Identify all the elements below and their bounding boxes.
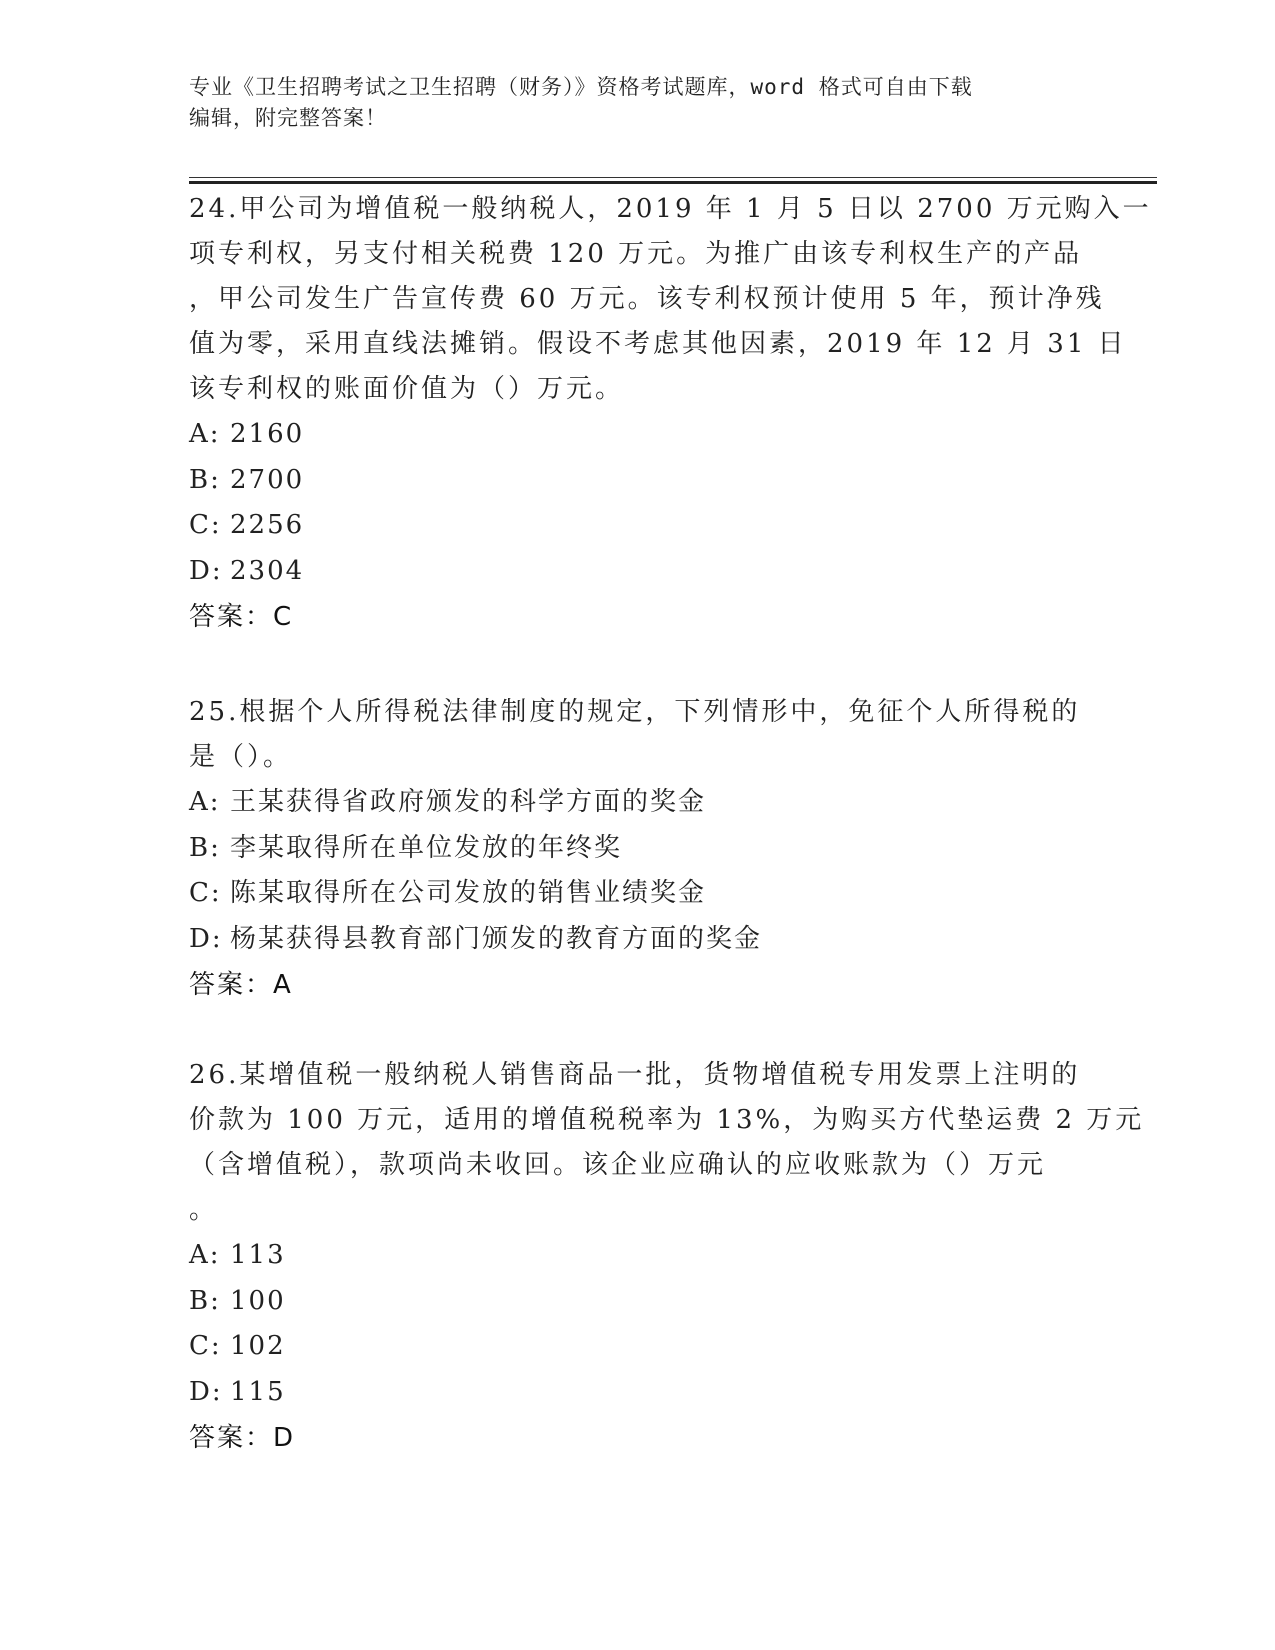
document-header (189, 72, 1089, 134)
question-stem-line: 项专利权，另支付相关税费 120 万元。为推广由该专利权生产的产品 (189, 239, 1083, 269)
option-text: 113 (230, 1240, 286, 1270)
option-text: 102 (230, 1331, 286, 1361)
option-letter: B: (189, 832, 221, 863)
option-letter: D: (189, 1376, 223, 1407)
question-stem-line: 25.根据个人所得税法律制度的规定，下列情形中，免征个人所得税的 (189, 697, 1081, 727)
option-text: 王某获得省政府颁发的科学方面的奖金 (230, 787, 707, 817)
question-stem-line: 价款为 100 万元，适用的增值税税率为 13%，为购买方代垫运费 2 万元 (189, 1105, 1145, 1135)
question-stem-line: 该专利权的账面价值为（）万元。 (189, 374, 625, 404)
question-stem-line: 。 (189, 1195, 219, 1225)
option-d (189, 917, 1089, 963)
option-letter: C: (189, 510, 222, 540)
option-b (189, 826, 1089, 872)
option-b (189, 1279, 1089, 1325)
option-text: 2700 (230, 464, 305, 495)
option-text: 100 (230, 1285, 286, 1316)
option-letter: D: (189, 923, 223, 954)
option-letter: B: (189, 464, 221, 495)
option-d (189, 1370, 1089, 1416)
option-letter: B: (189, 1285, 221, 1316)
option-a (189, 412, 1089, 458)
option-text: 2256 (230, 510, 305, 540)
answer-label: 答案：A (189, 970, 293, 1000)
option-d (189, 549, 1089, 595)
option-a (189, 1233, 1089, 1279)
option-a (189, 780, 1089, 826)
answer-label: 答案：C (189, 602, 294, 632)
question-26 (189, 1053, 1145, 1461)
option-text: 陈某取得所在公司发放的销售业绩奖金 (230, 878, 707, 908)
header-line-2: 编辑，附完整答案！ (189, 106, 387, 130)
option-letter: A: (189, 1240, 221, 1270)
header-divider-thick (189, 181, 1157, 184)
option-text: 李某取得所在单位发放的年终奖 (230, 832, 623, 863)
option-c (189, 503, 1089, 549)
question-stem-line: （含增值税），款项尚未收回。该企业应确认的应收账款为（）万元 (189, 1150, 1047, 1180)
question-25 (189, 690, 1089, 1008)
question-stem-line: 是（）。 (189, 742, 293, 772)
option-c (189, 1324, 1089, 1370)
option-text: 2304 (230, 555, 305, 586)
header-line-1: 专业《卫生招聘考试之卫生招聘（财务）》资格考试题库，word 格式可自由下载 (189, 75, 973, 99)
option-b (189, 458, 1089, 504)
option-letter: C: (189, 1331, 222, 1361)
question-stem-line: ，甲公司发生广告宣传费 60 万元。该专利权预计使用 5 年，预计净残 (189, 284, 1105, 314)
option-letter: A: (189, 787, 221, 817)
question-stem-line: 24.甲公司为增值税一般纳税人，2019 年 1 月 5 日以 2700 万元购入一 (189, 194, 1152, 224)
question-24 (189, 187, 1152, 640)
option-letter: C: (189, 878, 222, 908)
answer-label: 答案：D (189, 1423, 296, 1453)
option-text: 杨某获得县教育部门颁发的教育方面的奖金 (230, 923, 763, 954)
option-letter: A: (189, 419, 221, 449)
option-text: 115 (230, 1376, 286, 1407)
option-letter: D: (189, 555, 223, 586)
option-c (189, 871, 1089, 917)
question-stem-line: 26.某增值税一般纳税人销售商品一批，货物增值税专用发票上注明的 (189, 1060, 1081, 1090)
question-stem-line: 值为零，采用直线法摊销。假设不考虑其他因素，2019 年 12 月 31 日 (189, 329, 1127, 359)
option-text: 2160 (230, 419, 305, 449)
header-divider-thin (189, 177, 1157, 178)
